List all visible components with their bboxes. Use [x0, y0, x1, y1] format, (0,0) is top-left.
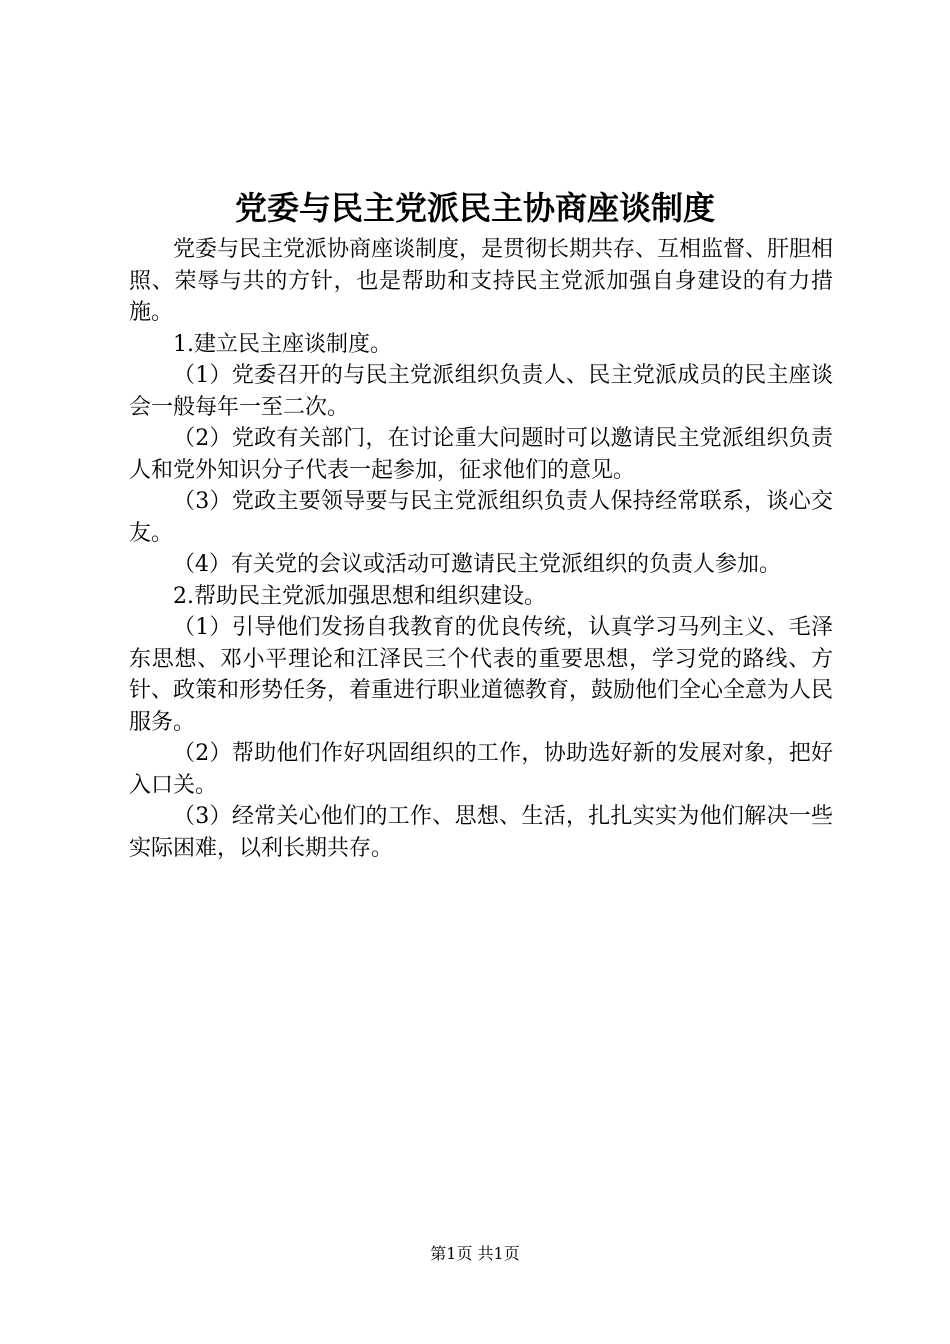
list-item: （3）经常关心他们的工作、思想、生活，扎扎实实为他们解决一些实际困难，以利长期共存。 — [129, 804, 833, 861]
section-heading-1: 1.建立民主座谈制度。 — [173, 331, 392, 357]
list-item: （3）党政主要领导要与民主党派组织负责人保持经常联系，谈心交友。 — [129, 489, 833, 546]
list-item: （1）党委召开的与民主党派组织负责人、民主党派成员的民主座谈会一般每年一至二次。 — [129, 363, 833, 420]
list-item: （1）引导他们发扬自我教育的优良传统，认真学习马列主义、毛泽东思想、邓小平理论和江泽民三个代表的重要思想，学习党的路线、方针、政策和形势任务，着重进行职业道德教育，鼓励他们全心全意为人民服务。 — [129, 615, 834, 735]
list-item: （4）有关党的会议或活动可邀请民主党派组织的负责人参加。 — [173, 552, 781, 577]
list-item: （2）党政有关部门，在讨论重大问题时可以邀请民主党派组织负责人和党外知识分子代表一起参加，征求他们的意见。 — [129, 426, 833, 483]
list-item: （2）帮助他们作好巩固组织的工作，协助选好新的发展对象，把好入口关。 — [129, 741, 833, 798]
section-heading-2: 2.帮助民主党派加强思想和组织建设。 — [173, 583, 546, 609]
page-footer: 第1页 共1页 — [430, 1244, 520, 1263]
document-body — [129, 234, 833, 864]
document-title: 党委与民主党派民主协商座谈制度 — [234, 189, 715, 227]
intro-paragraph: 党委与民主党派协商座谈制度，是贯彻长期共存、互相监督、肝胆相照、荣辱与共的方针，也是帮助和支持民主党派加强自身建设的有力措施。 — [129, 237, 834, 325]
